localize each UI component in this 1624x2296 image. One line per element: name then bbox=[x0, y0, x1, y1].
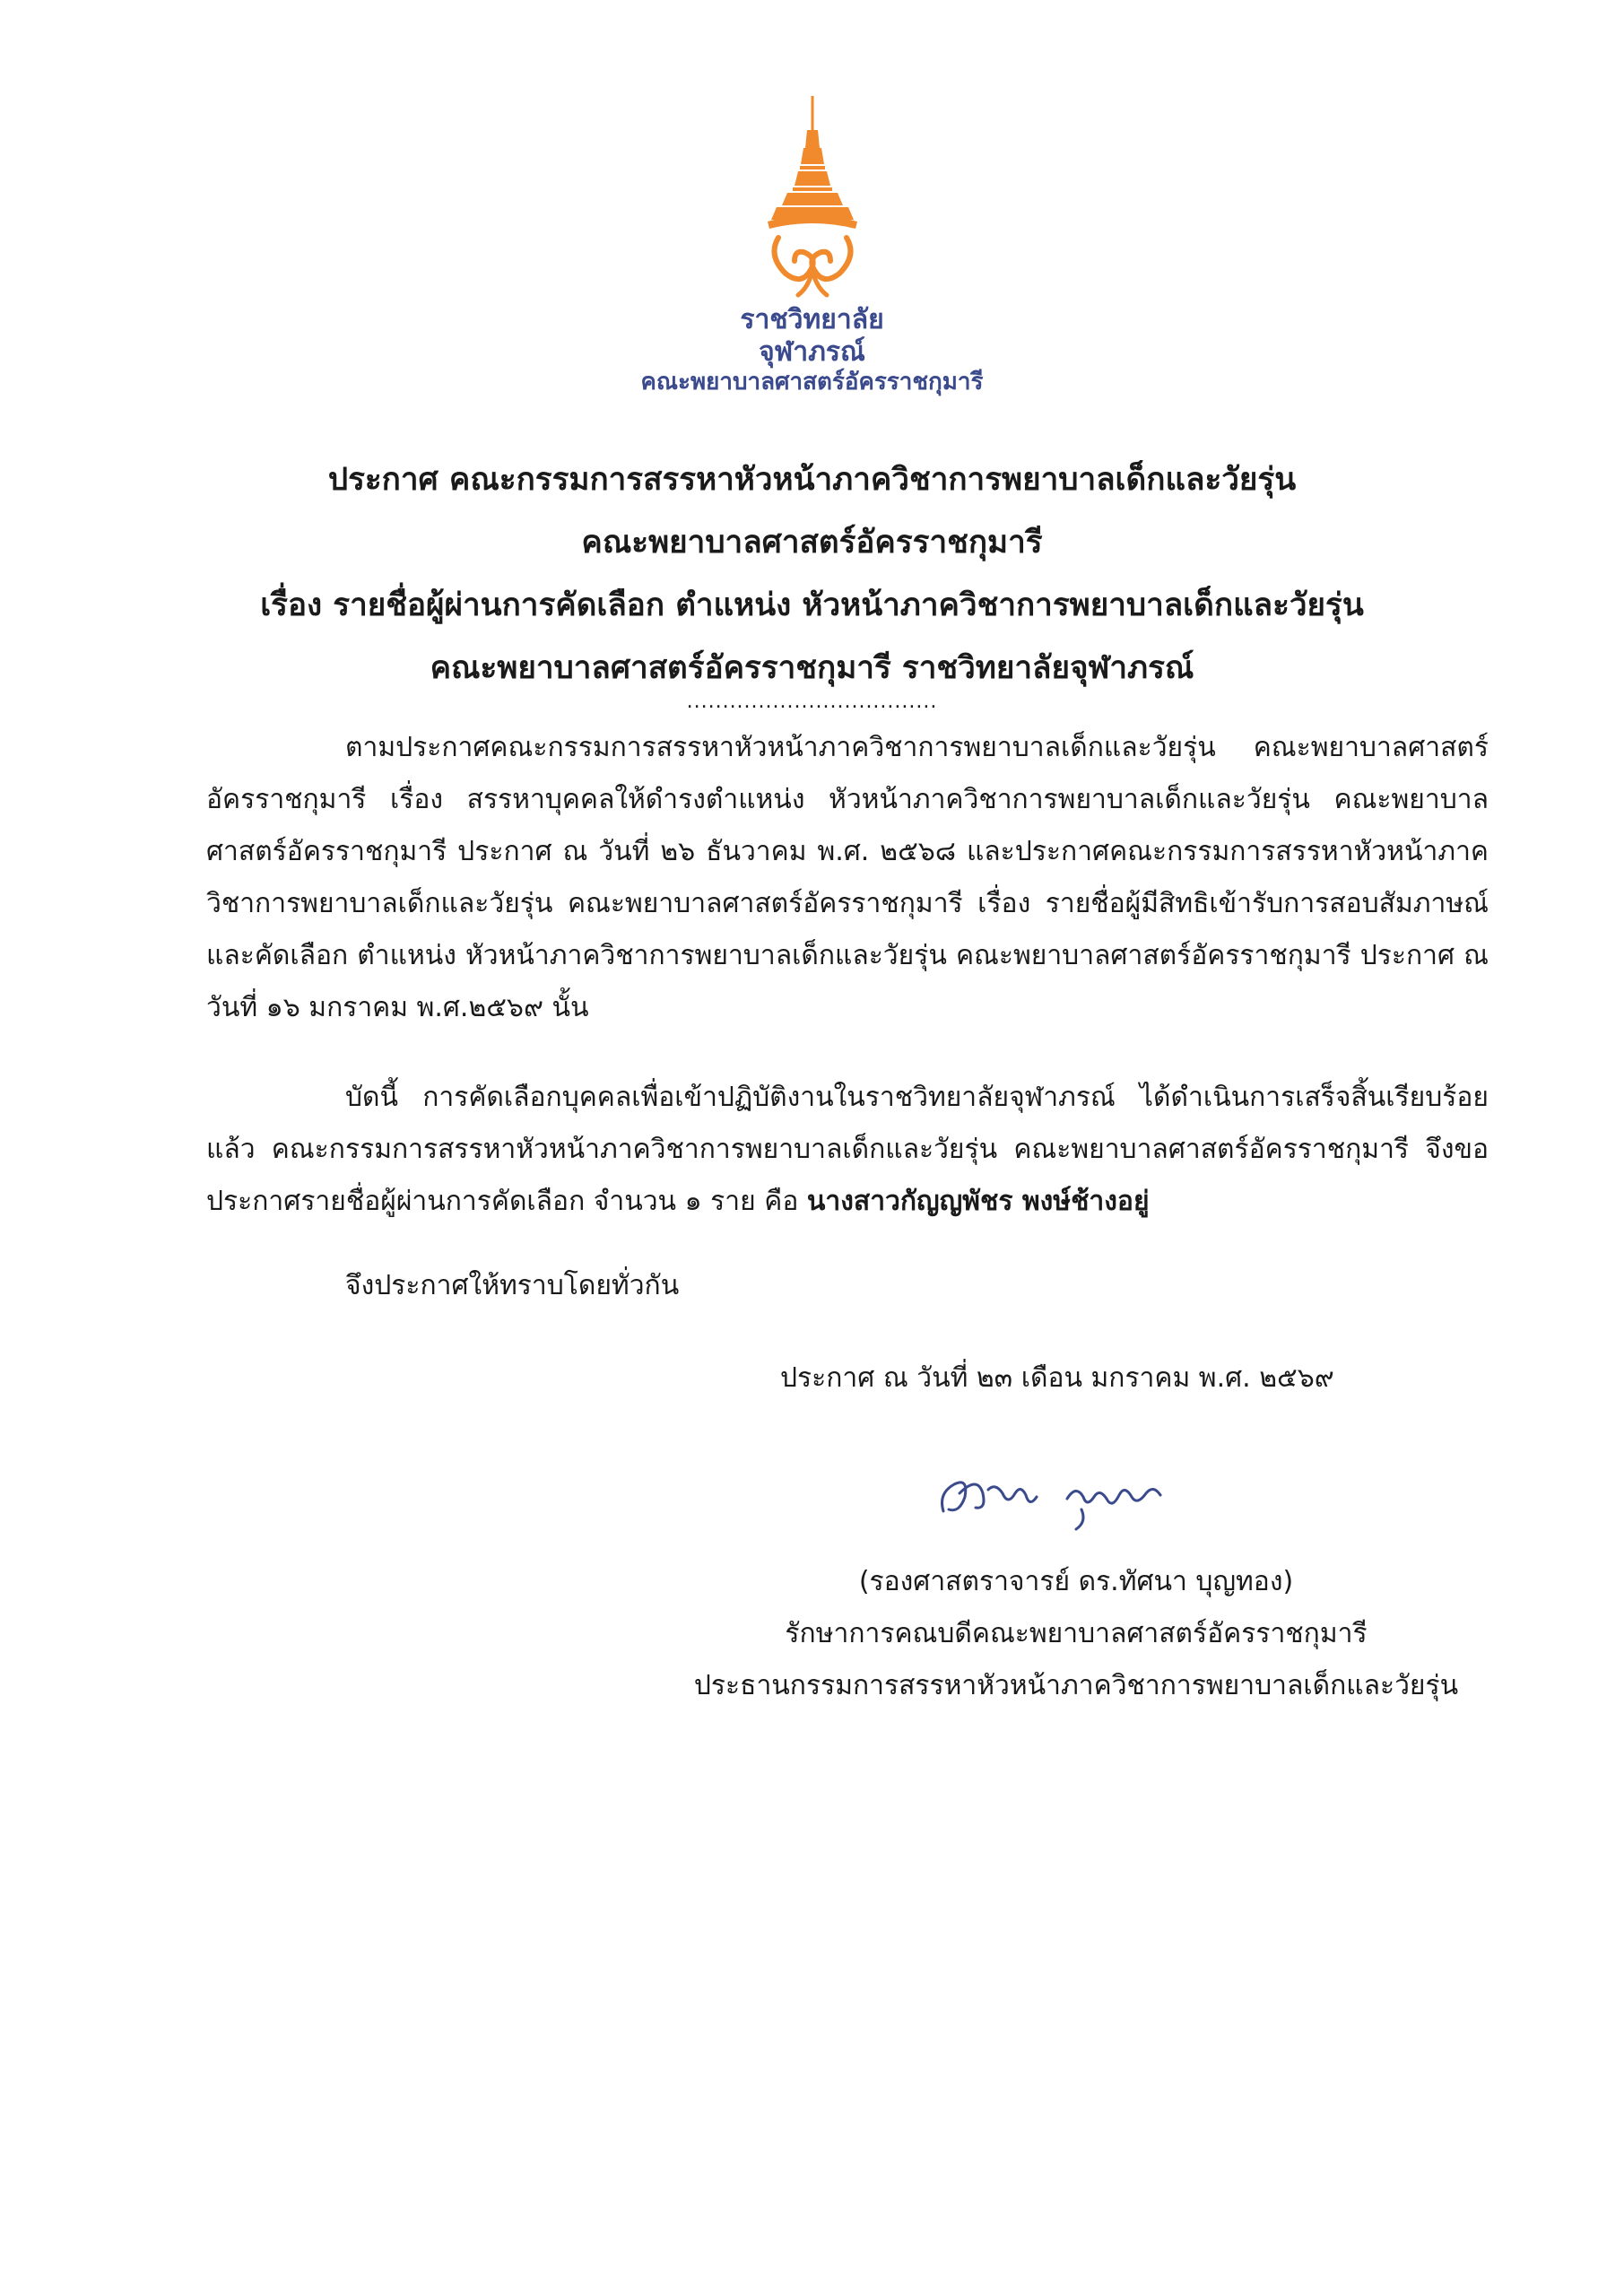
title-line-3: เรื่อง รายชื่อผู้ผ่านการคัดเลือก ตำแหน่ง หัวหน้าภาควิชาการพยาบาลเด็กและวัยรุ่น bbox=[260, 587, 1364, 623]
institution-logo bbox=[0, 94, 1624, 396]
selected-candidate-name: นางสาวกัญญพัชร พงษ์ช้างอยู่ bbox=[806, 1186, 1150, 1217]
signatory-role-chair: ประธานกรรมการสรรหาหัวหน้าภาควิชาการพยาบาลเด็กและวัยรุ่น bbox=[693, 1670, 1459, 1701]
logo-text-college: ราชวิทยาลัย bbox=[740, 304, 884, 335]
crown-emblem-icon bbox=[759, 94, 866, 300]
title-line-4: คณะพยาบาลศาสตร์อัครราชกุมารี ราชวิทยาลัยจุฬาภรณ์ bbox=[430, 650, 1194, 686]
title-line-1: ประกาศ คณะกรรมการสรรหาหัวหน้าภาควิชาการพยาบาลเด็กและวัยรุ่น bbox=[327, 462, 1297, 498]
signatory-name: (รองศาสตราจารย์ ดร.ทัศนา บุญทอง) bbox=[858, 1566, 1294, 1597]
signatory-role-dean: รักษาการคณบดีคณะพยาบาลศาสตร์อัครราชกุมารี bbox=[785, 1618, 1368, 1649]
body-paragraph-1: ตามประกาศคณะกรรมการสรรหาหัวหน้าภาควิชาการพยาบาลเด็กและวัยรุ่น คณะพยาบาลศาสตร์อัครราชกุมารี เรื่อง สรรหาบุคคลให้ดำรงตำแหน่ง หัวหน้าภาควิชาการพยาบาลเด็กและวัยรุ่น คณะพยาบาลศาสตร์อัครราชกุมารี ประกาศ ณ วันที่ ๒๖ ธันวาคม พ.ศ. ๒๕๖๘ และประกาศคณะกรรมการสรรหาหัวหน้าภาควิชาการพยาบาลเด็กและวัยรุ่น คณะพยาบาลศาสตร์อัครราชกุมารี เรื่อง รายชื่อผู้มีสิทธิเข้ารับการสอบสัมภาษณ์และคัดเลือก ตำแหน่ง หัวหน้าภาควิชาการพยาบาลเด็กและวัยรุ่น คณะพยาบาลศาสตร์อัครราชกุมารี ประกาศ ณ วันที่ ๑๖ มกราคม พ.ศ.๒๕๖๙ นั้น bbox=[206, 732, 1489, 1023]
signature-icon bbox=[933, 1457, 1184, 1538]
signatory-block bbox=[628, 1556, 1524, 1712]
paragraph-2-text: บัดนี้ การคัดเลือกบุคคลเพื่อเข้าปฏิบัติงานในราชวิทยาลัยจุฬาภรณ์ ได้ดำเนินการเสร็จสิ้นเรียบร้อยแล้ว คณะกรรมการสรรหาหัวหน้าภาควิชาการพยาบาลเด็กและวัยรุ่น คณะพยาบาลศาสตร์อัครราชกุมารี จึงขอประกาศรายชื่อผู้ผ่านการคัดเลือก จำนวน ๑ ราย คือ bbox=[206, 1082, 1489, 1217]
handwritten-signature bbox=[933, 1457, 1184, 1542]
body-paragraph-3: จึงประกาศให้ทราบโดยทั่วกัน bbox=[345, 1270, 680, 1301]
body-paragraph-2 bbox=[206, 1072, 1489, 1228]
announcement-date: ประกาศ ณ วันที่ ๒๓ เดือน มกราคม พ.ศ. ๒๕๖๙ bbox=[780, 1362, 1334, 1394]
announcement-title bbox=[135, 448, 1489, 700]
logo-text-chulabhorn: จุฬาภรณ์ bbox=[759, 336, 865, 368]
title-line-2: คณะพยาบาลศาสตร์อัครราชกุมารี bbox=[581, 525, 1043, 561]
title-separator: ................................... bbox=[686, 691, 938, 713]
logo-text-faculty: คณะพยาบาลศาสตร์อัครราชกุมารี bbox=[640, 369, 984, 396]
